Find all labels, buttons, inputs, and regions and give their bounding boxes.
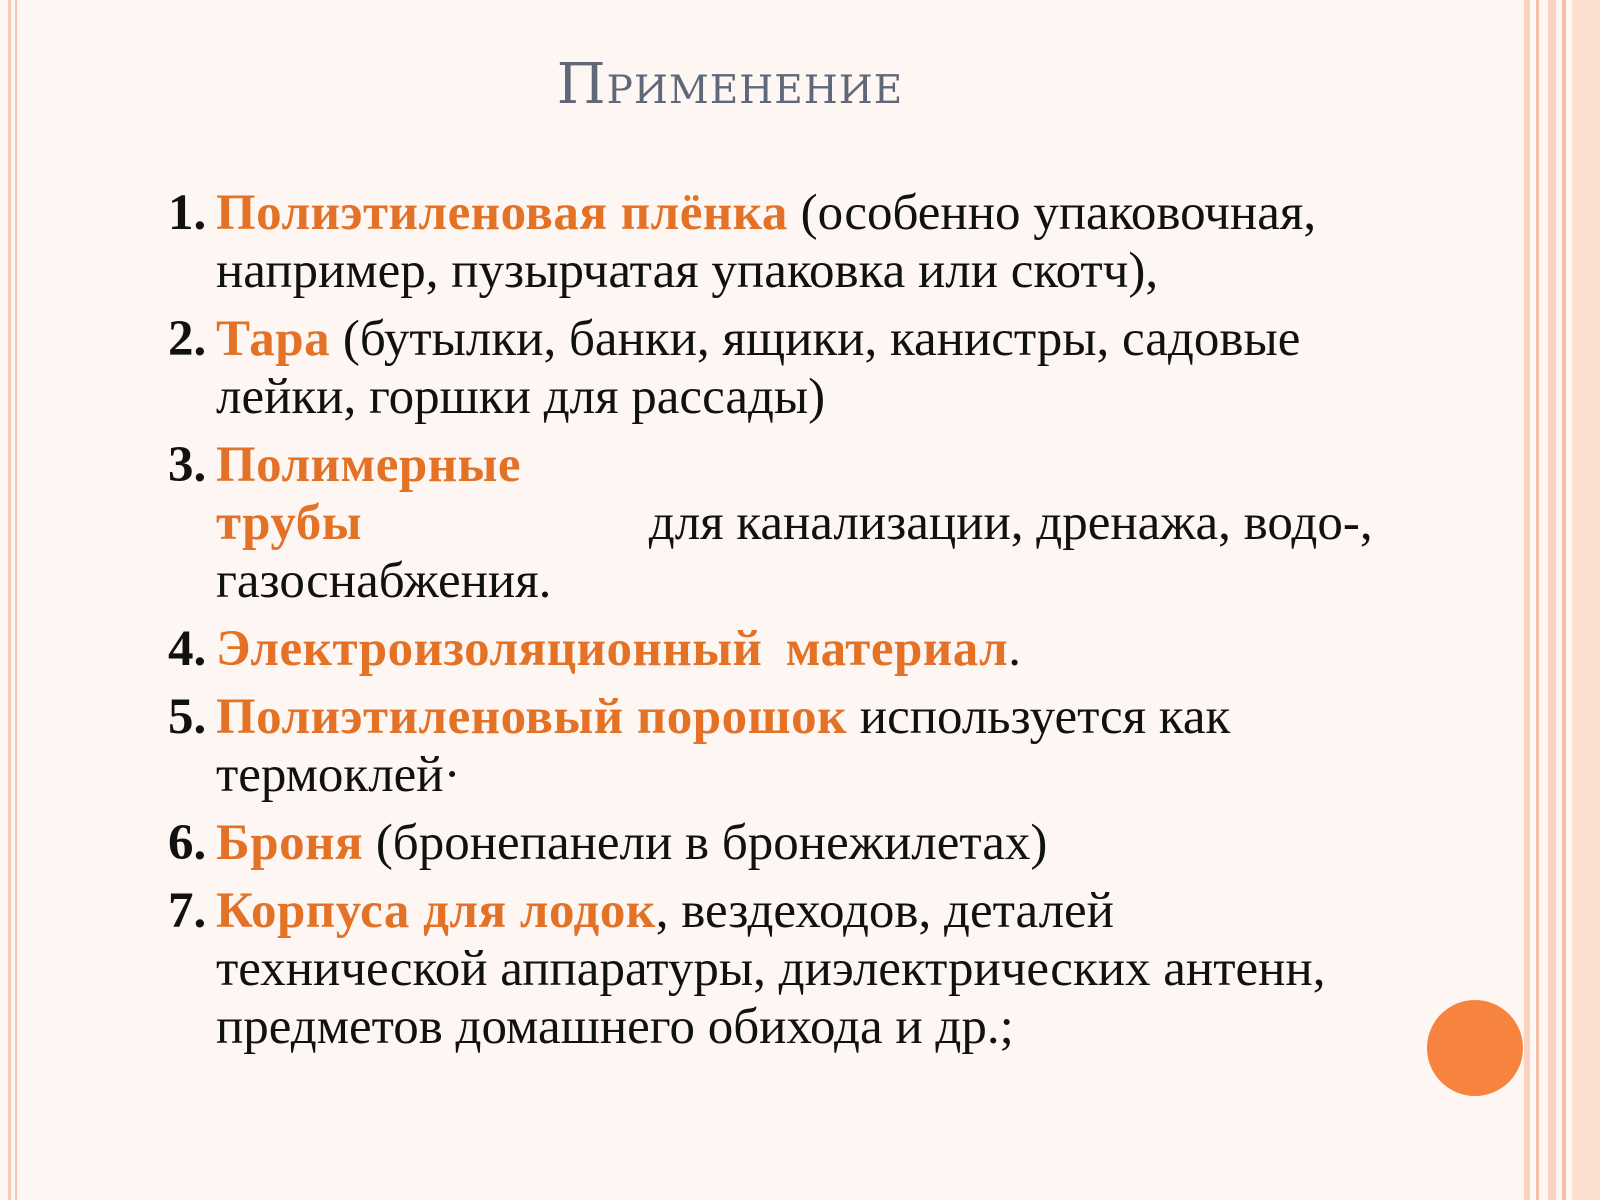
list-item-number: 3. xyxy=(168,437,207,493)
frame-line-right-4 xyxy=(1562,0,1566,1200)
list-item-number: 5. xyxy=(168,689,207,745)
list-item-1 xyxy=(168,184,1398,300)
list-item-term: Тара xyxy=(216,311,331,367)
list-item-number: 2. xyxy=(168,311,207,367)
list-item-number: 6. xyxy=(168,815,207,871)
list-item-6 xyxy=(168,814,1398,872)
list-item-text: используется как термоклей· xyxy=(216,689,1231,803)
list-item-text: . xyxy=(1008,621,1022,677)
list-item-number: 1. xyxy=(168,185,207,241)
list-item-text: (бутылки, банки, ящики, канистры, садовые лейки, горшки для рассады) xyxy=(216,311,1301,425)
list-item-term: Броня xyxy=(216,815,364,871)
list-item-text: для канализации, дренажа, водо-, газоснабжения. xyxy=(216,495,1373,609)
list-item-text: , вездеходов, деталей технической аппаратуры, диэлектрических антенн, предметов домашнего обихода и др.; xyxy=(216,883,1326,1055)
application-list xyxy=(168,184,1398,1066)
list-item-term: Электроизоляционный материал xyxy=(216,621,1009,677)
list-item-5 xyxy=(168,688,1398,804)
slide-title: Применение xyxy=(556,52,904,117)
list-item-4 xyxy=(168,620,1398,678)
list-item-7 xyxy=(168,882,1398,1056)
frame-line-right-1 xyxy=(1524,0,1530,1200)
frame-line-left-outer xyxy=(8,0,11,1200)
list-item-term: Полиэтиленовая плёнка xyxy=(216,185,788,241)
list-item-text: (особенно упаковочная, например, пузырчатая упаковка или скотч), xyxy=(216,185,1317,299)
frame-line-right-2 xyxy=(1536,0,1539,1200)
list-item-number: 4. xyxy=(168,621,207,677)
frame-line-left-inner xyxy=(15,0,17,1200)
frame-line-right-3 xyxy=(1548,0,1556,1200)
list-item-term: Полиэтиленовый порошок xyxy=(216,689,848,745)
accent-circle-decoration xyxy=(1427,1000,1523,1096)
list-item-3 xyxy=(168,436,1398,610)
list-item-term: Корпуса для лодок xyxy=(216,883,656,939)
frame-line-right-5 xyxy=(1572,0,1600,1200)
list-item-number: 7. xyxy=(168,883,207,939)
list-item-text: (бронепанели в бронежилетах) xyxy=(363,815,1048,871)
list-item-term: Полимерные трубы xyxy=(216,437,522,551)
list-item-2 xyxy=(168,310,1398,426)
